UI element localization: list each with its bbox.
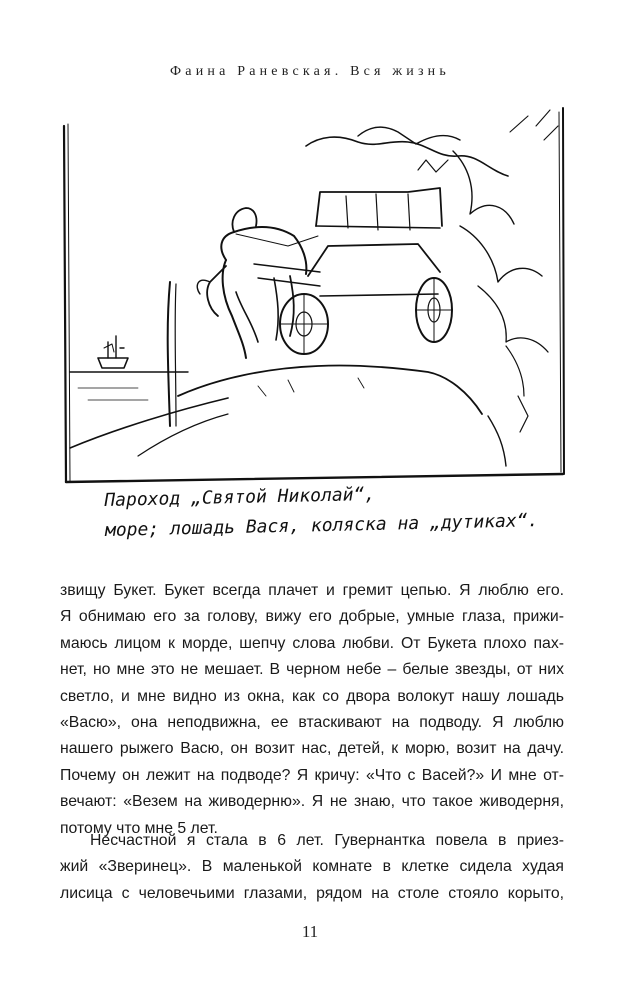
text-line: Почему он лежит на подводе? Я кричу: «Что с Васей?» И мне от- <box>60 766 564 784</box>
text-line: вечают: «Везем на живодерню». Я не знаю, что такое живодерня, <box>60 793 564 811</box>
text-line: «Васю», она неподвижна, ее втаскивают на подводу. Я люблю <box>60 714 564 732</box>
text-line: жий «Зверинец». В маленькой комнате в клетке сидела худая <box>60 858 564 876</box>
text-line: Несчастной я стала в 6 лет. Гувернантка повела в приез- <box>90 832 564 849</box>
text-line: нет, но мне это не мешает. В черном небе – белые звезды, от них <box>60 661 564 679</box>
text-line: нашего рыжего Васю, он возит нас, детей, к морю, возит на дачу. <box>60 740 564 758</box>
text-line: потому что мне 5 лет. <box>60 819 218 837</box>
text-line: Я обнимаю его за голову, вижу его добрые, умные глаза, прижи- <box>60 608 564 626</box>
text-line: лисица с человечьими глазами, рядом на столе стояло корыто, <box>60 884 564 902</box>
text-line: звищу Букет. Букет всегда плачет и гремит цепью. Я люблю его. <box>60 582 564 599</box>
running-header: Фаина Раневская. Вся жизнь <box>170 64 450 79</box>
caption-line: море; лошадь Вася, коляска на „дутиках“. <box>104 510 539 541</box>
caption-line: Пароход „Святой Николай“, <box>104 483 376 511</box>
sketch-illustration <box>58 96 568 486</box>
pen-sketch-harbor-horse-carriage-icon <box>58 96 568 486</box>
paragraph-1 <box>60 578 564 842</box>
paragraph-2 <box>60 828 564 907</box>
page-number: 11 <box>301 922 319 941</box>
text-line: маюсь лицом к морде, шепчу слова любви. От Букета плохо пах- <box>60 634 564 652</box>
figure-caption <box>104 476 545 546</box>
text-line: светло, и мне видно из окна, как со двора волокут нашу лошадь <box>60 687 564 705</box>
